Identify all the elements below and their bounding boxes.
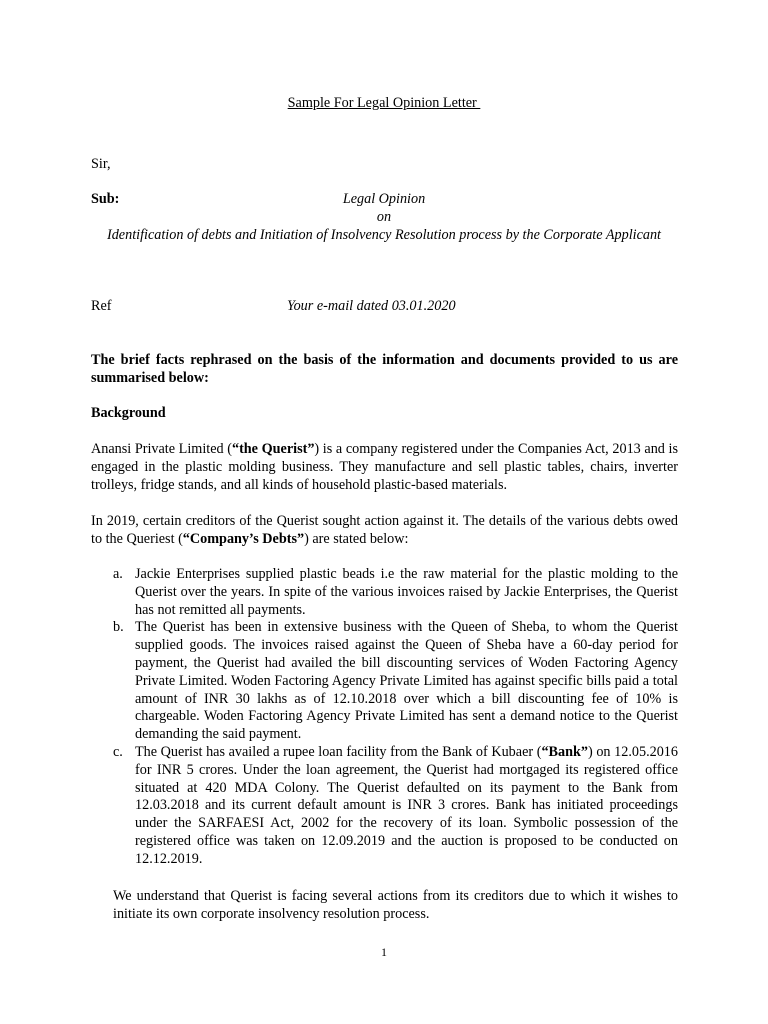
list-item-text-end: ) on 12.05.2016 for INR 5 crores. Under the loan agreement, the Querist had mortgaged its registered office situated at 420 MDA Colony. The Querist defaulted on its payment to the Bank from 12.03.2018 and its current default amount is INR 3 crores. Bank has initiated proceedings under the SARFAESI Act, 2002 for the recovery of its loan. Symbolic possession of the registered office was taken on 12.09.2019 and the auction is proposed to be conducted on 12.12.2019.	[135, 743, 678, 867]
list-item-text-start: The Querist has availed a rupee loan facility from the Bank of Kubaer (	[135, 743, 542, 760]
list-item-text: The Querist has been in extensive business with the Queen of Sheba, to whom the Querist supplied goods. The invoices raised against the Queen of Sheba have a 60-day period for payment, the Querist had availed the bill discounting services of Woden Factoring Agency Private Limited. Woden Factoring Agency Private Limited has against specific bills paid a total amount of INR 30 lakhs as of 12.10.2018 over which a bill discounting fee of 10% is chargeable. Woden Factoring Agency Private Limited has sent a demand notice to the Querist demanding the said payment.	[135, 619, 678, 743]
querist-definition: “the Querist”	[231, 441, 315, 457]
facts-heading: The brief facts rephrased on the basis of the information and documents provided to us are summarised below:	[91, 352, 678, 386]
list-item	[113, 744, 678, 869]
document-title: Sample For Legal Opinion Letter	[287, 95, 481, 111]
subject-label: Sub:	[91, 191, 120, 207]
closing-paragraph: We understand that Querist is facing several actions from its creditors due to which it wishes to initiate its own corporate insolvency resolution process.	[113, 888, 678, 922]
debts-intro-paragraph	[91, 512, 678, 548]
background-heading: Background	[91, 405, 166, 421]
list-item	[113, 566, 678, 619]
bank-definition: “Bank”	[541, 743, 588, 760]
debts-list	[113, 566, 678, 869]
reference-label: Ref	[91, 298, 112, 314]
list-item	[113, 619, 678, 744]
background-paragraph	[91, 440, 678, 494]
list-marker: a.	[113, 566, 123, 582]
list-marker: b.	[113, 619, 124, 636]
subject-line-2: on	[376, 209, 392, 225]
para1-text-end: ) is a company registered under the Companies Act, 2013 and is engaged in the plastic molding business. They manufacture and sell plastic tables, chairs, inverter trolleys, fridge stands, and all kinds of household plastic-based materials.	[91, 441, 678, 493]
list-item-text: Jackie Enterprises supplied plastic beads i.e the raw material for the plastic molding to the Querist over the years. In spite of the various invoices raised by Jackie Enterprises, the Querist has not remitted all payments.	[135, 566, 678, 618]
para1-text-start: Anansi Private Limited (	[91, 441, 232, 457]
subject-line-1: Legal Opinion	[342, 191, 426, 207]
reference-value: Your e-mail dated 03.01.2020	[287, 298, 456, 314]
salutation: Sir,	[91, 156, 111, 172]
company-debts-definition: “Company’s Debts”	[182, 531, 305, 547]
page-number: 1	[381, 945, 387, 959]
para2-text-end: ) are stated below:	[304, 531, 409, 547]
para2-text-start: In 2019, certain creditors of the Querist sought action against it. The details of the various debts owed to the Queriest (	[91, 513, 678, 547]
list-marker: c.	[113, 743, 123, 760]
subject-line-3: Identification of debts and Initiation of Insolvency Resolution process by the Corporate Applicant	[106, 227, 662, 243]
